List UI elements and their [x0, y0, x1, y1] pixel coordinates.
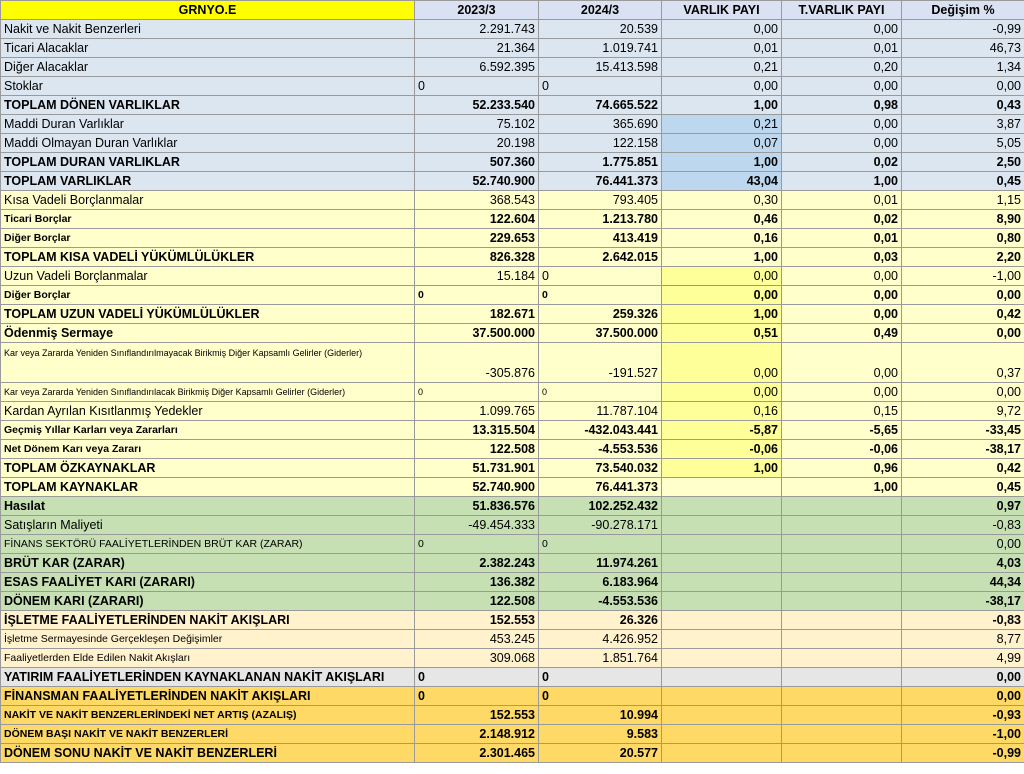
degisim-cell[interactable]: 0,00	[902, 687, 1024, 706]
row-label-cell[interactable]: FİNANS SEKTÖRÜ FAALİYETLERİNDEN BRÜT KAR (ZARAR)	[1, 535, 415, 554]
value-cell-1[interactable]: 122.508	[415, 592, 539, 611]
value-cell-1[interactable]: 75.102	[415, 115, 539, 134]
value-cell-2[interactable]: 4.426.952	[539, 630, 662, 649]
t-varlik-payi-cell[interactable]: 0,01	[782, 39, 902, 58]
row-label-cell[interactable]: Diğer Alacaklar	[1, 58, 415, 77]
value-cell-1[interactable]: 0	[415, 687, 539, 706]
table-row	[1, 535, 1024, 554]
t-varlik-payi-cell[interactable]: 0,96	[782, 459, 902, 478]
t-varlik-payi-cell[interactable]	[782, 630, 902, 649]
row-label-cell[interactable]: TOPLAM DURAN VARLIKLAR	[1, 153, 415, 172]
degisim-cell[interactable]: -0,83	[902, 611, 1024, 630]
varlik-payi-cell[interactable]	[662, 573, 782, 592]
value-cell-1[interactable]: 37.500.000	[415, 324, 539, 343]
value-cell-1[interactable]: 0	[415, 286, 539, 305]
row-label-cell[interactable]: İşletme Sermayesinde Gerçekleşen Değişimler	[1, 630, 415, 649]
varlik-payi-cell[interactable]: 0,21	[662, 115, 782, 134]
table-row	[1, 687, 1024, 706]
t-varlik-payi-cell[interactable]	[782, 725, 902, 744]
t-varlik-payi-cell[interactable]: 0,01	[782, 229, 902, 248]
row-label-cell[interactable]: Diğer Borçlar	[1, 229, 415, 248]
value-cell-1[interactable]: 51.836.576	[415, 497, 539, 516]
t-varlik-payi-cell[interactable]	[782, 668, 902, 687]
t-varlik-payi-cell[interactable]	[782, 516, 902, 535]
value-cell-1[interactable]: 21.364	[415, 39, 539, 58]
degisim-cell[interactable]: 4,03	[902, 554, 1024, 573]
degisim-cell[interactable]: 0,97	[902, 497, 1024, 516]
degisim-cell[interactable]: 0,45	[902, 172, 1024, 191]
varlik-payi-cell[interactable]	[662, 592, 782, 611]
t-varlik-payi-cell[interactable]	[782, 744, 902, 763]
value-cell-2[interactable]: -432.043.441	[539, 421, 662, 440]
table-row	[1, 39, 1024, 58]
table-row	[1, 402, 1024, 421]
degisim-cell[interactable]: 0,00	[902, 383, 1024, 402]
value-cell-1[interactable]: 52.233.540	[415, 96, 539, 115]
value-cell-2[interactable]: 365.690	[539, 115, 662, 134]
value-cell-2[interactable]: 74.665.522	[539, 96, 662, 115]
t-varlik-payi-cell[interactable]: 0,20	[782, 58, 902, 77]
varlik-payi-cell[interactable]: 0,00	[662, 77, 782, 96]
value-cell-1[interactable]: 1.099.765	[415, 402, 539, 421]
value-cell-2[interactable]: -4.553.536	[539, 592, 662, 611]
value-cell-2[interactable]: 11.974.261	[539, 554, 662, 573]
t-varlik-payi-cell[interactable]: -0,06	[782, 440, 902, 459]
t-varlik-payi-cell[interactable]: 0,00	[782, 115, 902, 134]
varlik-payi-cell[interactable]: 0,00	[662, 383, 782, 402]
t-varlik-payi-cell[interactable]: 0,00	[782, 267, 902, 286]
value-cell-2[interactable]: 793.405	[539, 191, 662, 210]
t-varlik-payi-cell[interactable]: 1,00	[782, 478, 902, 497]
ticker-cell[interactable]: GRNYO.E	[1, 1, 415, 20]
row-label-cell[interactable]: FİNANSMAN FAALİYETLERİNDEN NAKİT AKIŞLARI	[1, 687, 415, 706]
row-label-cell[interactable]: Uzun Vadeli Borçlanmalar	[1, 267, 415, 286]
t-varlik-payi-cell[interactable]: 0,15	[782, 402, 902, 421]
value-cell-2[interactable]: 0	[539, 668, 662, 687]
value-cell-2[interactable]: 1.851.764	[539, 649, 662, 668]
table-row	[1, 459, 1024, 478]
row-label-cell[interactable]: Ödenmiş Sermaye	[1, 324, 415, 343]
degisim-cell[interactable]: 0,00	[902, 77, 1024, 96]
varlik-payi-cell[interactable]	[662, 687, 782, 706]
row-label-cell[interactable]: Nakit ve Nakit Benzerleri	[1, 20, 415, 39]
value-cell-1[interactable]: 0	[415, 383, 539, 402]
row-label-cell[interactable]: Net Dönem Karı veya Zararı	[1, 440, 415, 459]
t-varlik-payi-cell[interactable]: -5,65	[782, 421, 902, 440]
varlik-payi-cell[interactable]: 1,00	[662, 459, 782, 478]
row-label-cell[interactable]: Ticari Alacaklar	[1, 39, 415, 58]
varlik-payi-cell[interactable]	[662, 611, 782, 630]
value-cell-2[interactable]: 0	[539, 77, 662, 96]
t-varlik-payi-cell[interactable]	[782, 535, 902, 554]
table-row	[1, 383, 1024, 402]
degisim-cell[interactable]: 0,43	[902, 96, 1024, 115]
varlik-payi-cell[interactable]	[662, 554, 782, 573]
value-cell-1[interactable]: 2.148.912	[415, 725, 539, 744]
varlik-payi-cell[interactable]: 0,21	[662, 58, 782, 77]
t-varlik-payi-cell[interactable]: 0,03	[782, 248, 902, 267]
table-row	[1, 305, 1024, 324]
value-cell-1[interactable]: 52.740.900	[415, 172, 539, 191]
table-row	[1, 630, 1024, 649]
value-cell-2[interactable]: 0	[539, 383, 662, 402]
t-varlik-payi-cell[interactable]: 0,00	[782, 305, 902, 324]
table-row	[1, 210, 1024, 229]
value-cell-2[interactable]: 37.500.000	[539, 324, 662, 343]
table-row	[1, 172, 1024, 191]
varlik-payi-cell[interactable]: 0,07	[662, 134, 782, 153]
row-label-cell[interactable]: TOPLAM DÖNEN VARLIKLAR	[1, 96, 415, 115]
value-cell-2[interactable]: 0	[539, 286, 662, 305]
value-cell-1[interactable]: 826.328	[415, 248, 539, 267]
row-label-cell[interactable]: Kar veya Zararda Yeniden Sınıflandırılmayacak Birikmiş Diğer Kapsamlı Gelirler (Giderler)	[1, 343, 415, 383]
value-cell-1[interactable]: 309.068	[415, 649, 539, 668]
varlik-payi-cell[interactable]	[662, 478, 782, 497]
value-cell-1[interactable]: 182.671	[415, 305, 539, 324]
degisim-cell[interactable]: 0,00	[902, 324, 1024, 343]
degisim-cell[interactable]: 0,42	[902, 305, 1024, 324]
value-cell-1[interactable]: 122.604	[415, 210, 539, 229]
col-header-t-varlik-payi[interactable]: T.VARLIK PAYI	[782, 1, 902, 20]
value-cell-2[interactable]: 0	[539, 687, 662, 706]
varlik-payi-cell[interactable]: -0,06	[662, 440, 782, 459]
degisim-cell[interactable]: 8,77	[902, 630, 1024, 649]
value-cell-2[interactable]: 11.787.104	[539, 402, 662, 421]
table-row	[1, 77, 1024, 96]
value-cell-1[interactable]: 152.553	[415, 706, 539, 725]
row-label-cell[interactable]: YATIRIM FAALİYETLERİNDEN KAYNAKLANAN NAKİT AKIŞLARI	[1, 668, 415, 687]
table-row	[1, 611, 1024, 630]
value-cell-2[interactable]: 73.540.032	[539, 459, 662, 478]
degisim-cell[interactable]: 2,50	[902, 153, 1024, 172]
value-cell-1[interactable]: 453.245	[415, 630, 539, 649]
varlik-payi-cell[interactable]: 0,51	[662, 324, 782, 343]
varlik-payi-cell[interactable]: 0,16	[662, 229, 782, 248]
table-row	[1, 440, 1024, 459]
value-cell-1[interactable]: -305.876	[415, 343, 539, 383]
t-varlik-payi-cell[interactable]: 0,98	[782, 96, 902, 115]
degisim-cell[interactable]: 4,99	[902, 649, 1024, 668]
t-varlik-payi-cell[interactable]	[782, 649, 902, 668]
varlik-payi-cell[interactable]	[662, 725, 782, 744]
varlik-payi-cell[interactable]	[662, 535, 782, 554]
t-varlik-payi-cell[interactable]: 0,00	[782, 134, 902, 153]
degisim-cell[interactable]: 9,72	[902, 402, 1024, 421]
value-cell-2[interactable]: 9.583	[539, 725, 662, 744]
t-varlik-payi-cell[interactable]: 0,00	[782, 77, 902, 96]
row-label-cell[interactable]: DÖNEM KARI (ZARARI)	[1, 592, 415, 611]
varlik-payi-cell[interactable]: 0,16	[662, 402, 782, 421]
row-label-cell[interactable]: Diğer Borçlar	[1, 286, 415, 305]
value-cell-1[interactable]: 0	[415, 77, 539, 96]
row-label-cell[interactable]: Hasılat	[1, 497, 415, 516]
value-cell-1[interactable]: 52.740.900	[415, 478, 539, 497]
value-cell-1[interactable]: 0	[415, 535, 539, 554]
varlik-payi-cell[interactable]: -5,87	[662, 421, 782, 440]
table-row	[1, 229, 1024, 248]
t-varlik-payi-cell[interactable]: 1,00	[782, 172, 902, 191]
t-varlik-payi-cell[interactable]: 0,00	[782, 286, 902, 305]
t-varlik-payi-cell[interactable]: 0,00	[782, 20, 902, 39]
varlik-payi-cell[interactable]: 0,01	[662, 39, 782, 58]
degisim-cell[interactable]: -38,17	[902, 440, 1024, 459]
row-label-cell[interactable]: Maddi Olmayan Duran Varlıklar	[1, 134, 415, 153]
row-label-cell[interactable]: DÖNEM SONU NAKİT VE NAKİT BENZERLERİ	[1, 744, 415, 763]
value-cell-1[interactable]: 2.301.465	[415, 744, 539, 763]
t-varlik-payi-cell[interactable]: 0,49	[782, 324, 902, 343]
varlik-payi-cell[interactable]: 0,30	[662, 191, 782, 210]
row-label-cell[interactable]: TOPLAM VARLIKLAR	[1, 172, 415, 191]
degisim-cell[interactable]: 0,00	[902, 668, 1024, 687]
table-row	[1, 478, 1024, 497]
degisim-cell[interactable]: 0,00	[902, 535, 1024, 554]
varlik-payi-cell[interactable]	[662, 497, 782, 516]
varlik-payi-cell[interactable]: 1,00	[662, 153, 782, 172]
row-label-cell[interactable]: Kardan Ayrılan Kısıtlanmış Yedekler	[1, 402, 415, 421]
varlik-payi-cell[interactable]	[662, 630, 782, 649]
row-label-cell[interactable]: TOPLAM ÖZKAYNAKLAR	[1, 459, 415, 478]
value-cell-2[interactable]: 259.326	[539, 305, 662, 324]
t-varlik-payi-cell[interactable]	[782, 554, 902, 573]
table-row	[1, 343, 1024, 383]
col-header-varlik-payi[interactable]: VARLIK PAYI	[662, 1, 782, 20]
table-row	[1, 115, 1024, 134]
value-cell-2[interactable]: 76.441.373	[539, 172, 662, 191]
value-cell-2[interactable]: 2.642.015	[539, 248, 662, 267]
table-row	[1, 286, 1024, 305]
varlik-payi-cell[interactable]: 1,00	[662, 96, 782, 115]
degisim-cell[interactable]: 0,42	[902, 459, 1024, 478]
degisim-cell[interactable]: 5,05	[902, 134, 1024, 153]
varlik-payi-cell[interactable]	[662, 706, 782, 725]
value-cell-1[interactable]: 136.382	[415, 573, 539, 592]
table-row	[1, 592, 1024, 611]
value-cell-1[interactable]: 368.543	[415, 191, 539, 210]
table-row	[1, 725, 1024, 744]
table-row	[1, 96, 1024, 115]
row-label-cell[interactable]: TOPLAM KISA VADELİ YÜKÜMLÜLÜKLER	[1, 248, 415, 267]
value-cell-1[interactable]: 507.360	[415, 153, 539, 172]
varlik-payi-cell[interactable]	[662, 744, 782, 763]
degisim-cell[interactable]: 3,87	[902, 115, 1024, 134]
table-row	[1, 668, 1024, 687]
row-label-cell[interactable]: Kısa Vadeli Borçlanmalar	[1, 191, 415, 210]
t-varlik-payi-cell[interactable]	[782, 592, 902, 611]
value-cell-1[interactable]: 152.553	[415, 611, 539, 630]
value-cell-1[interactable]: 51.731.901	[415, 459, 539, 478]
row-label-cell[interactable]: Geçmiş Yıllar Karları veya Zararları	[1, 421, 415, 440]
degisim-cell[interactable]: 8,90	[902, 210, 1024, 229]
row-label-cell[interactable]: ESAS FAALİYET KARI (ZARARI)	[1, 573, 415, 592]
table-row	[1, 649, 1024, 668]
value-cell-2[interactable]: 15.413.598	[539, 58, 662, 77]
t-varlik-payi-cell[interactable]: 0,02	[782, 153, 902, 172]
varlik-payi-cell[interactable]	[662, 668, 782, 687]
value-cell-2[interactable]: 20.539	[539, 20, 662, 39]
t-varlik-payi-cell[interactable]: 0,02	[782, 210, 902, 229]
degisim-cell[interactable]: 0,45	[902, 478, 1024, 497]
value-cell-1[interactable]: 122.508	[415, 440, 539, 459]
value-cell-2[interactable]: 1.775.851	[539, 153, 662, 172]
value-cell-1[interactable]: 229.653	[415, 229, 539, 248]
row-label-cell[interactable]: TOPLAM KAYNAKLAR	[1, 478, 415, 497]
value-cell-1[interactable]: 0	[415, 668, 539, 687]
value-cell-2[interactable]: -4.553.536	[539, 440, 662, 459]
value-cell-2[interactable]: 102.252.432	[539, 497, 662, 516]
table-row	[1, 58, 1024, 77]
degisim-cell[interactable]: 0,37	[902, 343, 1024, 383]
table-row	[1, 554, 1024, 573]
value-cell-2[interactable]: 20.577	[539, 744, 662, 763]
table-row	[1, 267, 1024, 286]
value-cell-2[interactable]: 413.419	[539, 229, 662, 248]
degisim-cell[interactable]: 1,34	[902, 58, 1024, 77]
degisim-cell[interactable]: -0,83	[902, 516, 1024, 535]
degisim-cell[interactable]: 0,80	[902, 229, 1024, 248]
table-row	[1, 516, 1024, 535]
table-row	[1, 248, 1024, 267]
value-cell-2[interactable]: 0	[539, 535, 662, 554]
row-label-cell[interactable]: BRÜT KAR (ZARAR)	[1, 554, 415, 573]
col-header-degisim[interactable]: Değişim %	[902, 1, 1024, 20]
degisim-cell[interactable]: -1,00	[902, 267, 1024, 286]
col-header-2023[interactable]: 2023/3	[415, 1, 539, 20]
value-cell-1[interactable]: 2.291.743	[415, 20, 539, 39]
table-row	[1, 20, 1024, 39]
degisim-cell[interactable]: 1,15	[902, 191, 1024, 210]
t-varlik-payi-cell[interactable]	[782, 497, 902, 516]
row-label-cell[interactable]: NAKİT VE NAKİT BENZERLERİNDEKİ NET ARTIŞ (AZALIŞ)	[1, 706, 415, 725]
degisim-cell[interactable]: -0,93	[902, 706, 1024, 725]
value-cell-1[interactable]: 13.315.504	[415, 421, 539, 440]
table-row	[1, 744, 1024, 763]
varlik-payi-cell[interactable]: 43,04	[662, 172, 782, 191]
t-varlik-payi-cell[interactable]	[782, 573, 902, 592]
value-cell-1[interactable]: 6.592.395	[415, 58, 539, 77]
degisim-cell[interactable]: -0,99	[902, 20, 1024, 39]
degisim-cell[interactable]: -1,00	[902, 725, 1024, 744]
value-cell-2[interactable]: 76.441.373	[539, 478, 662, 497]
value-cell-1[interactable]: 15.184	[415, 267, 539, 286]
varlik-payi-cell[interactable]: 1,00	[662, 305, 782, 324]
degisim-cell[interactable]: -0,99	[902, 744, 1024, 763]
t-varlik-payi-cell[interactable]	[782, 706, 902, 725]
varlik-payi-cell[interactable]	[662, 516, 782, 535]
row-label-cell[interactable]: DÖNEM BAŞI NAKİT VE NAKİT BENZERLERİ	[1, 725, 415, 744]
varlik-payi-cell[interactable]: 0,00	[662, 267, 782, 286]
row-label-cell[interactable]: Kar veya Zararda Yeniden Sınıflandırılacak Birikmiş Diğer Kapsamlı Gelirler (Giderler)	[1, 383, 415, 402]
table-row	[1, 134, 1024, 153]
value-cell-2[interactable]: 1.019.741	[539, 39, 662, 58]
varlik-payi-cell[interactable]: 1,00	[662, 248, 782, 267]
row-label-cell[interactable]: Maddi Duran Varlıklar	[1, 115, 415, 134]
row-label-cell[interactable]: Faaliyetlerden Elde Edilen Nakit Akışları	[1, 649, 415, 668]
value-cell-2[interactable]: -90.278.171	[539, 516, 662, 535]
degisim-cell[interactable]: -38,17	[902, 592, 1024, 611]
value-cell-2[interactable]: 1.213.780	[539, 210, 662, 229]
t-varlik-payi-cell[interactable]: 0,00	[782, 383, 902, 402]
table-row	[1, 421, 1024, 440]
t-varlik-payi-cell[interactable]	[782, 687, 902, 706]
value-cell-1[interactable]: 2.382.243	[415, 554, 539, 573]
table-row	[1, 573, 1024, 592]
value-cell-2[interactable]: 26.326	[539, 611, 662, 630]
degisim-cell[interactable]: 2,20	[902, 248, 1024, 267]
row-label-cell[interactable]: Ticari Borçlar	[1, 210, 415, 229]
table-row	[1, 706, 1024, 725]
value-cell-1[interactable]: 20.198	[415, 134, 539, 153]
col-header-2024[interactable]: 2024/3	[539, 1, 662, 20]
table-row	[1, 153, 1024, 172]
value-cell-2[interactable]: 0	[539, 267, 662, 286]
varlik-payi-cell[interactable]: 0,00	[662, 286, 782, 305]
value-cell-2[interactable]: 6.183.964	[539, 573, 662, 592]
row-label-cell[interactable]: Satışların Maliyeti	[1, 516, 415, 535]
varlik-payi-cell[interactable]: 0,00	[662, 343, 782, 383]
row-label-cell[interactable]: İŞLETME FAALİYETLERİNDEN NAKİT AKIŞLARI	[1, 611, 415, 630]
table-row	[1, 497, 1024, 516]
value-cell-1[interactable]: -49.454.333	[415, 516, 539, 535]
header-row	[1, 1, 1024, 20]
degisim-cell[interactable]: -33,45	[902, 421, 1024, 440]
value-cell-2[interactable]: -191.527	[539, 343, 662, 383]
degisim-cell[interactable]: 0,00	[902, 286, 1024, 305]
table-row	[1, 191, 1024, 210]
t-varlik-payi-cell[interactable]	[782, 611, 902, 630]
value-cell-2[interactable]: 10.994	[539, 706, 662, 725]
row-label-cell[interactable]: Stoklar	[1, 77, 415, 96]
t-varlik-payi-cell[interactable]: 0,01	[782, 191, 902, 210]
varlik-payi-cell[interactable]: 0,00	[662, 20, 782, 39]
row-label-cell[interactable]: TOPLAM UZUN VADELİ YÜKÜMLÜLÜKLER	[1, 305, 415, 324]
degisim-cell[interactable]: 44,34	[902, 573, 1024, 592]
varlik-payi-cell[interactable]: 0,46	[662, 210, 782, 229]
value-cell-2[interactable]: 122.158	[539, 134, 662, 153]
t-varlik-payi-cell[interactable]: 0,00	[782, 343, 902, 383]
degisim-cell[interactable]: 46,73	[902, 39, 1024, 58]
varlik-payi-cell[interactable]	[662, 649, 782, 668]
table-row	[1, 324, 1024, 343]
